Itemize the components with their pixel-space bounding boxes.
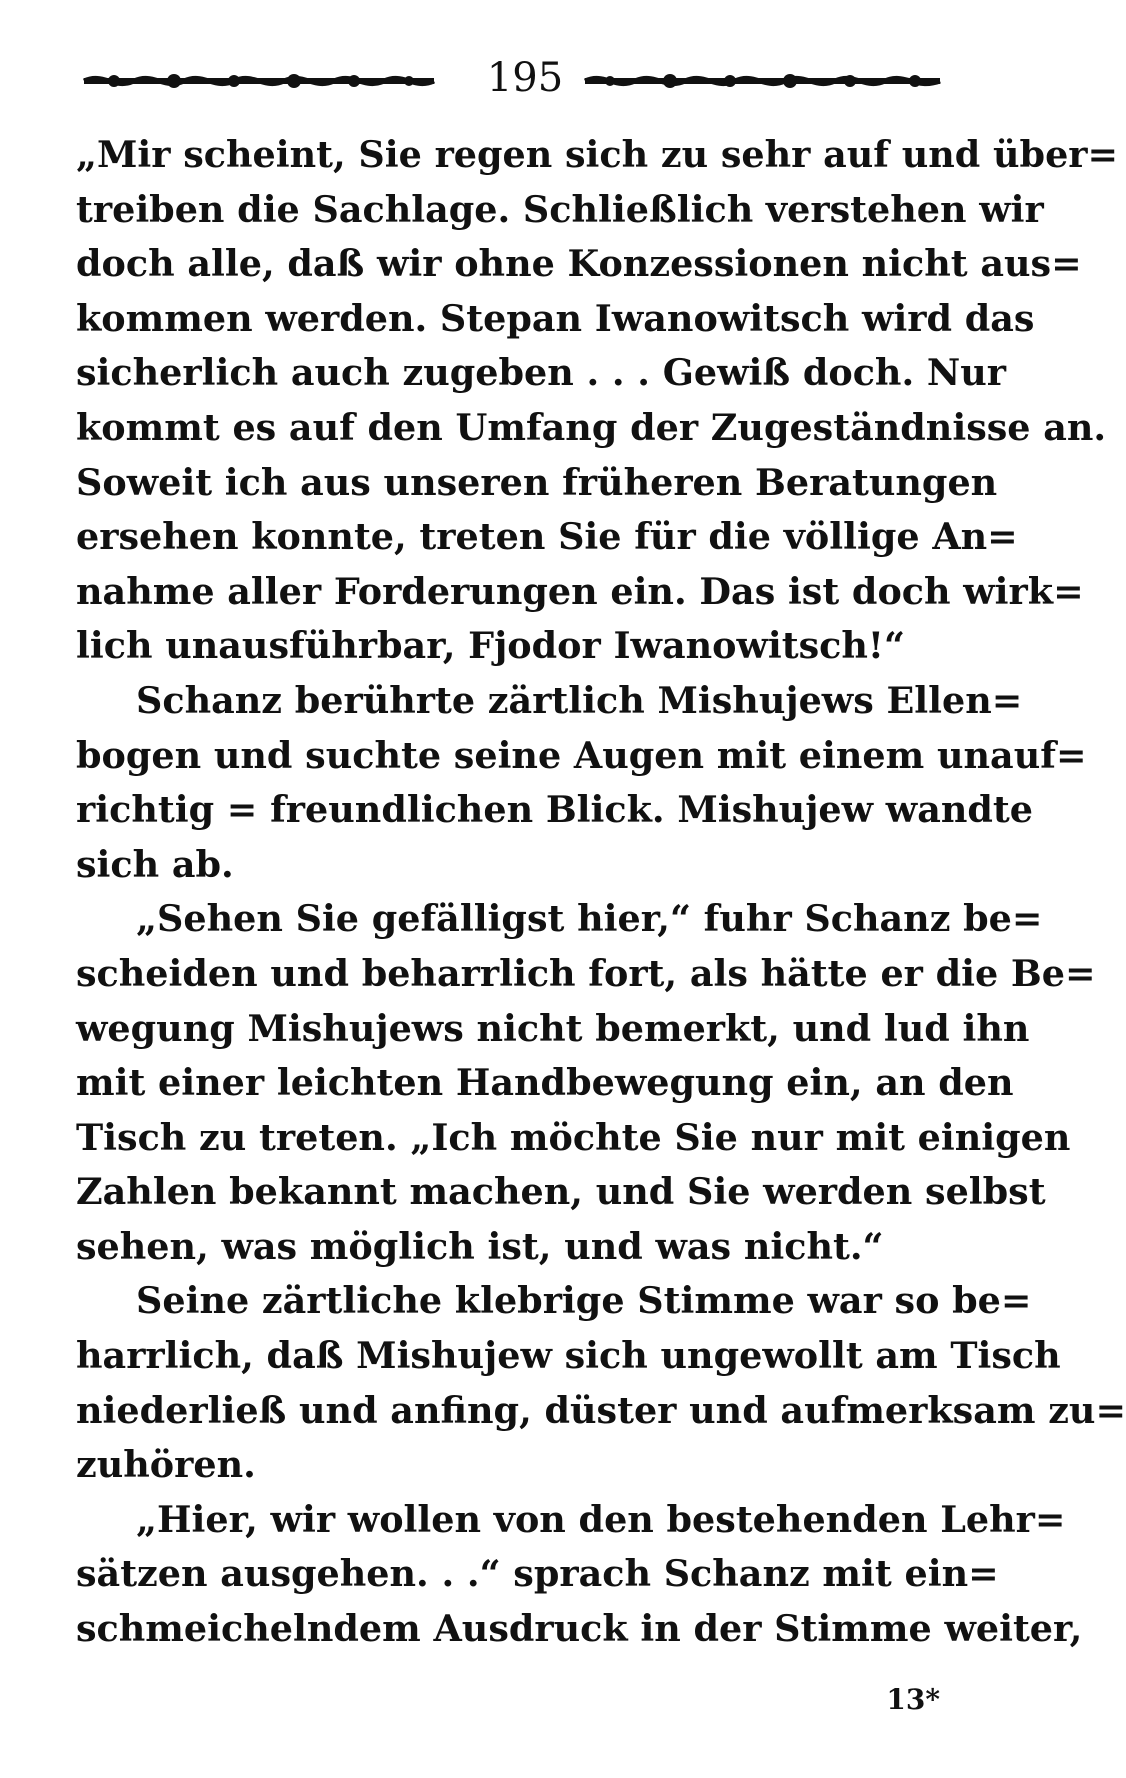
- text-line: Schanz berührte zärtlich Mishujews Ellen=: [136, 678, 1023, 722]
- text-line: scheiden und beharrlich fort, als hätte er die Be=: [76, 951, 1096, 995]
- text-line: kommt es auf den Umfang der Zugeständnisse an.: [76, 405, 1107, 449]
- paragraph: [76, 1274, 1126, 1492]
- ornament-left: [84, 70, 434, 92]
- ornament-right: [585, 70, 940, 92]
- text-line: doch alle, daß wir ohne Konzessionen nicht aus=: [76, 242, 1082, 286]
- text-line: lich unausführbar, Fjodor Iwanowitsch!“: [76, 624, 905, 668]
- text-line: mit einer leichten Handbewegung ein, an den: [76, 1061, 1014, 1105]
- text-line: kommen werden. Stepan Iwanowitsch wird das: [76, 296, 1035, 340]
- text-line: Soweit ich aus unseren früheren Beratungen: [76, 460, 998, 504]
- text-line: richtig = freundlichen Blick. Mishujew wandte: [76, 788, 1033, 832]
- text-line: treiben die Sachlage. Schließlich verstehen wir: [76, 187, 1044, 231]
- paragraph: [76, 1493, 1083, 1657]
- text-line: sätzen ausgehen. . .“ sprach Schanz mit ein=: [76, 1552, 999, 1596]
- text-line: sehen, was möglich ist, und was nicht.“: [76, 1224, 884, 1268]
- signature-mark: 13*: [886, 1683, 940, 1716]
- page-header: [80, 48, 944, 108]
- text-line: sich ab.: [76, 842, 234, 886]
- paragraph: [76, 128, 1119, 674]
- text-line: niederließ und anfing, düster und aufmerksam zu=: [76, 1388, 1126, 1432]
- text-line: ersehen konnte, treten Sie für die völlige An=: [76, 515, 1018, 559]
- text-line: „Mir scheint, Sie regen sich zu sehr auf und über=: [76, 133, 1119, 176]
- body-text: [76, 128, 1126, 1657]
- text-line: sicherlich auch zugeben . . . Gewiß doch. Nur: [76, 351, 1007, 395]
- text-line: „Hier, wir wollen von den bestehenden Lehr=: [136, 1497, 1066, 1541]
- text-line: schmeichelndem Ausdruck in der Stimme weiter,: [76, 1607, 1083, 1651]
- text-line: Seine zärtliche klebrige Stimme war so be=: [136, 1279, 1032, 1323]
- paragraph: [76, 892, 1096, 1274]
- text-line: Zahlen bekannt machen, und Sie werden selbst: [76, 1170, 1046, 1214]
- text-line: zuhören.: [76, 1443, 256, 1487]
- paragraph: [76, 674, 1087, 892]
- text-line: nahme aller Forderungen ein. Das ist doch wirk=: [76, 569, 1084, 613]
- text-line: „Sehen Sie gefälligst hier,“ fuhr Schanz be=: [136, 897, 1043, 941]
- page-number: 195: [486, 55, 564, 101]
- text-line: Tisch zu treten. „Ich möchte Sie nur mit einigen: [76, 1115, 1071, 1159]
- text-line: bogen und suchte seine Augen mit einem unauf=: [76, 733, 1087, 777]
- text-line: wegung Mishujews nicht bemerkt, und lud ihn: [76, 1006, 1030, 1050]
- text-line: harrlich, daß Mishujew sich ungewollt am Tisch: [76, 1334, 1061, 1378]
